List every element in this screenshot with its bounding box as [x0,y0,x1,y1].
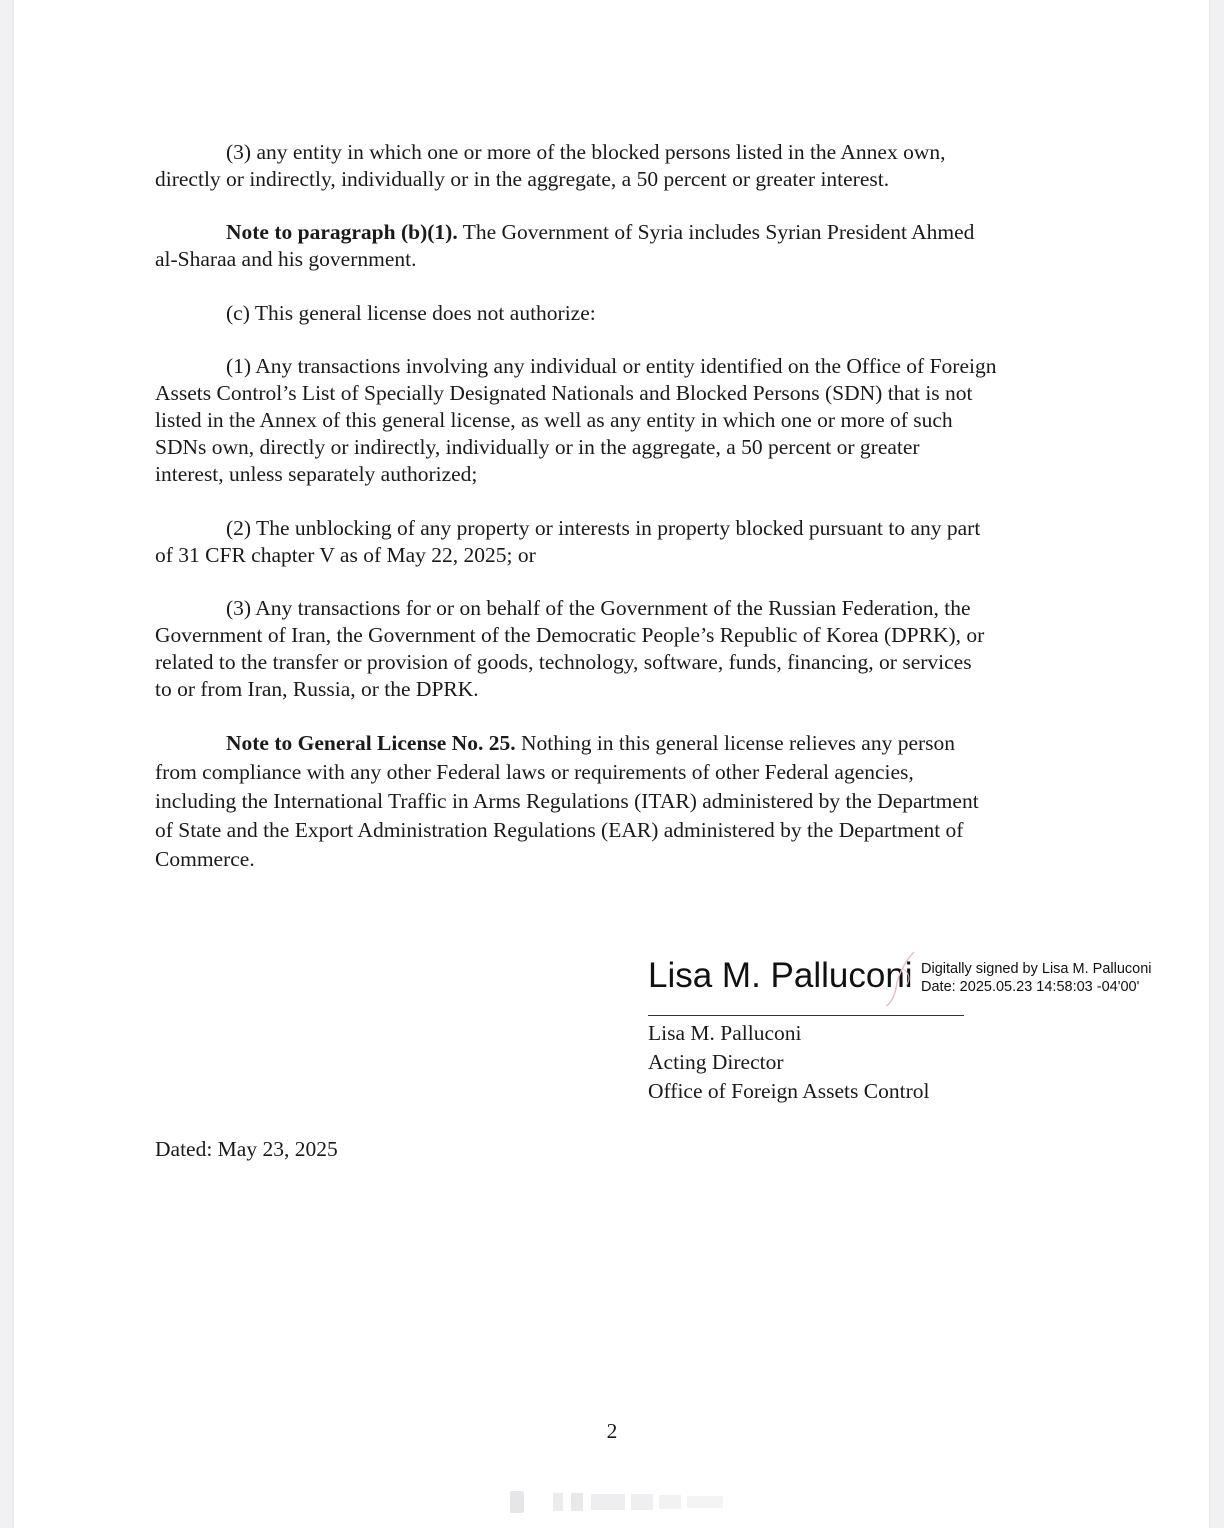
paragraph-text: (3) any entity in which one or more of the blocked persons listed in the Annex own, [226,140,946,164]
paragraph-text: to or from Iran, Russia, or the DPRK. [155,677,479,701]
paragraph-text: Nothing in this general license relieves any person [515,731,956,755]
digital-signature-details [921,960,1152,996]
signed-date-text: Date: 2025.05.23 14:58:03 -04'00' [921,979,1140,995]
paragraph-text: including the International Traffic in Arms Regulations (ITAR) administered by the Department [155,789,979,813]
page-bottom-artifact [505,1488,727,1516]
signatory-name: Lisa M. Palluconi [648,1021,802,1045]
paragraph-text: SDNs own, directly or indirectly, individually or in the aggregate, a 50 percent or greater [155,435,920,459]
paragraph-note-b1 [155,219,1075,273]
paragraph-text: of State and the Export Administration Regulations (EAR) administered by the Department of [155,818,964,842]
signatory-title: Acting Director [648,1050,784,1074]
paragraph-text: of 31 CFR chapter V as of May 22, 2025; or [155,543,536,567]
digital-signature-name: Lisa M. Palluconi [648,956,913,995]
paragraph-text: al-Sharaa and his government. [155,247,417,271]
paragraph-russia-iran-dprk [155,595,1075,703]
paragraph-text: (c) This general license does not authorize: [226,301,596,325]
paragraph-text: Commerce. [155,847,255,871]
paragraph-unblocking [155,515,1075,569]
note-label: Note to General License No. 25. [226,731,516,755]
paragraph-text: related to the transfer or provision of goods, technology, software, funds, financing, or services [155,650,972,674]
paragraph-text: from compliance with any other Federal laws or requirements of other Federal agencies, [155,760,914,784]
note-label: Note to paragraph (b)(1). [226,220,458,244]
paragraph-text: (2) The unblocking of any property or interests in property blocked pursuant to any part [226,516,981,540]
paragraph-text: (1) Any transactions involving any individual or entity identified on the Office of Foreign [226,354,997,378]
paragraph-text: directly or indirectly, individually or in the aggregate, a 50 percent or greater interest. [155,167,890,191]
dated-line: Dated: May 23, 2025 [155,1137,338,1161]
paragraph-note-general-license [155,729,1075,874]
signatory-office: Office of Foreign Assets Control [648,1079,930,1103]
paragraph-text: interest, unless separately authorized; [155,462,478,486]
signatory-block [648,1019,929,1106]
paragraph-entity-ownership [155,139,1075,193]
paragraph-text: (3) Any transactions for or on behalf of the Government of the Russian Federation, the [226,596,971,620]
paragraph-text: Government of Iran, the Government of the Democratic People’s Republic of Korea (DPRK), or [155,623,985,647]
paragraph-not-authorize [155,300,1075,327]
signature-flourish-icon [884,948,924,1008]
paragraph-sdn-transactions [155,353,1075,488]
page-number: 2 [606,1419,618,1443]
signature-line [648,1015,964,1016]
paragraph-text: Assets Control’s List of Specially Designated Nationals and Blocked Persons (SDN) that is not [155,381,973,405]
paragraph-text: The Government of Syria includes Syrian President Ahmed [457,220,975,244]
signed-by-text: Digitally signed by Lisa M. Palluconi [921,961,1152,977]
paragraph-text: listed in the Annex of this general license, as well as any entity in which one or more of such [155,408,953,432]
